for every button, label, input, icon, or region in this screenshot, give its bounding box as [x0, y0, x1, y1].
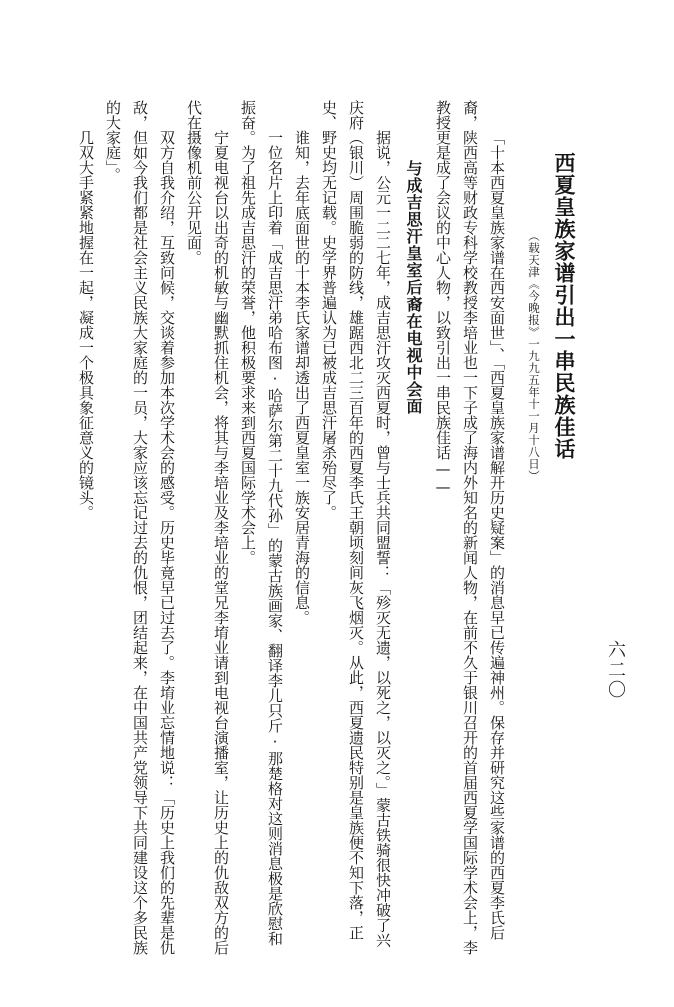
body-paragraph-3: 一位名片上印着「成吉思汗弟哈布图·哈萨尔第二十九代孙」的蒙古族画家、翻译李儿只斤·那楚格对这则消息极是欣慰和振奋。为了祖先成吉思汗的荣誉，他积极要求来到西夏国际学术会上。 — [239, 100, 284, 946]
article-title: 西夏皇族家谱引出一串民族佳话 — [552, 152, 576, 460]
article-source: （载天津《今晚报》一九九五年十一月十八日） — [527, 230, 541, 482]
page-number: 六二〇 — [605, 640, 626, 700]
section-heading: 与成吉思汗皇室后裔在电视中会面 — [404, 160, 423, 415]
body-paragraph-5: 双方自我介绍，互致问候，交谈着参加本次学术会的感受。历史毕竟早已过去了。李堉业忘情地说：「历史上我们的先辈是仇敌，但如今我们都是社会主义民族大家庭的一员，大家应该忘记过去的仇恨，团结起来，在中国共产党领导下共同建设这个多民族的大家庭」。 — [104, 100, 176, 955]
article-body — [20, 100, 580, 960]
body-paragraph-4: 宁夏电视台以出奇的机敏与幽默抓住机会，将其与李培业及李培业的堂兄李堉业请到电视台演播室，让历史上的仇敌双方的后代在摄像机前公开见面。 — [185, 100, 230, 955]
body-paragraph-2: 谁知，去年底面世的十本李氏家谱却透出了西夏皇室一族安居青海的信息。 — [293, 130, 311, 625]
body-paragraph-1: 据说，公元一二二七年，成吉思汗攻灭西夏时，曾与士兵共同盟誓：「殄灭无遗，以死之，以灭之。」蒙古铁骑很快冲破了兴庆府（银川）周围脆弱的防线，雄踞西北二三百年的西夏李氏王朝顷刻间灰飞烟灭。从此，西夏遗民特别是皇族便不知下落，正史、野史均无记载。史学界普遍认为已被成吉思汗屠杀殆尽了。 — [320, 100, 392, 948]
body-paragraph-6: 几双大手紧紧地握在一起，凝成一个极具象征意义的镜头。 — [77, 130, 95, 520]
intro-paragraph: 「十本西夏皇族家谱在西安面世」、「西夏皇族家谱解开历史疑案」的消息早已传遍神州。保存并研究这些家谱的西夏李氏后裔，陕西高等财政专科学校教授李培业也一下子成了海内外知名的新闻人物，在前不久于银川召开的首届西夏学国际学术会上，李教授更是成了会议的中心人物，以致引出一串民族佳话—— — [434, 100, 506, 955]
